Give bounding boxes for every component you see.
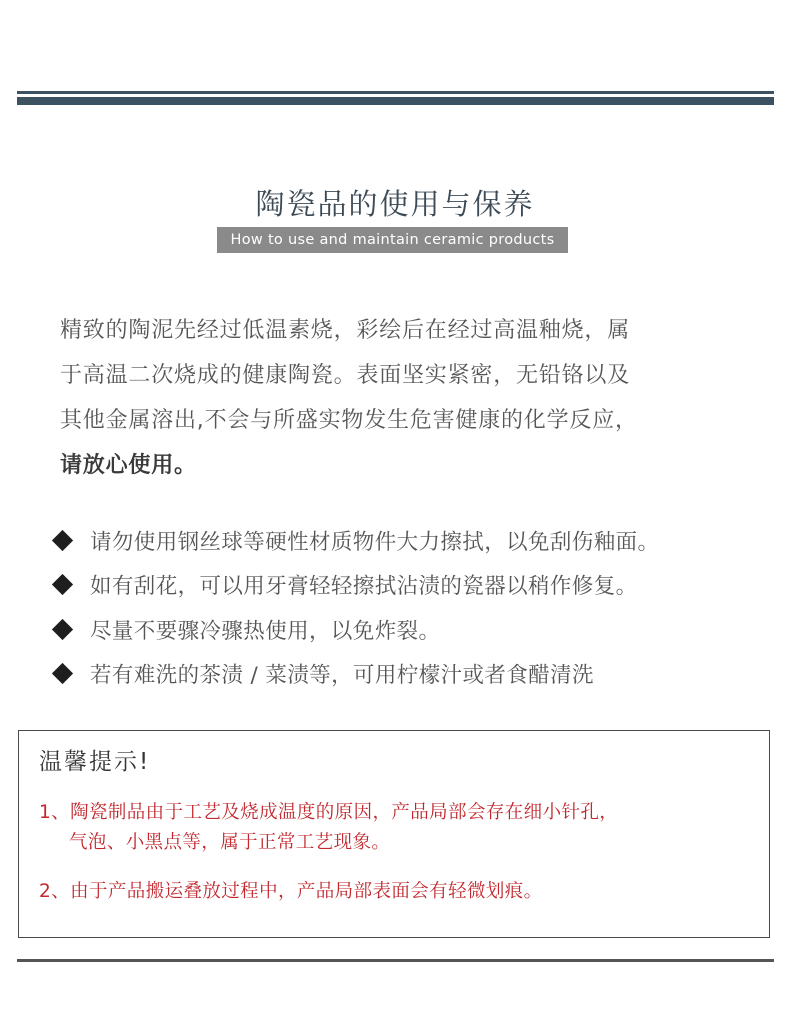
list-item bbox=[50, 607, 770, 652]
diamond-bullet-icon bbox=[52, 530, 73, 551]
notice-item-line: 气泡、小黑点等，属于正常工艺现象。 bbox=[69, 832, 391, 853]
tip-text: 若有难洗的茶渍 / 菜渍等，可用柠檬汁或者食醋清洗 bbox=[90, 663, 594, 689]
notice-item bbox=[39, 798, 749, 858]
diamond-bullet-icon bbox=[52, 619, 73, 640]
list-item bbox=[50, 518, 770, 563]
intro-line: 于高温二次烧成的健康陶瓷。表面坚实紧密，无铅铬以及 bbox=[60, 363, 631, 388]
page-title: 陶瓷品的使用与保养 bbox=[255, 187, 535, 221]
intro-line: 精致的陶泥先经过低温素烧，彩绘后在经过高温釉烧，属 bbox=[60, 318, 631, 343]
intro-line-bold: 请放心使用。 bbox=[60, 453, 197, 478]
tip-text: 如有刮花，可以用牙膏轻轻擦拭沾渍的瓷器以稍作修复。 bbox=[90, 574, 638, 600]
intro-paragraph bbox=[60, 308, 730, 488]
intro-line: 其他金属溶出,不会与所盛实物发生危害健康的化学反应， bbox=[60, 408, 638, 433]
notice-item bbox=[39, 877, 749, 907]
page-subtitle: How to use and maintain ceramic products bbox=[217, 227, 568, 253]
notice-title: 温馨提示! bbox=[39, 749, 151, 775]
top-divider-thin bbox=[17, 91, 774, 94]
notice-item-line: 2、由于产品搬运叠放过程中，产品局部表面会有轻微划痕。 bbox=[39, 881, 543, 902]
diamond-bullet-icon bbox=[52, 663, 73, 684]
diamond-bullet-icon bbox=[52, 574, 73, 595]
list-item bbox=[50, 652, 770, 697]
tip-text: 尽量不要骤冷骤热使用，以免炸裂。 bbox=[90, 618, 441, 644]
top-divider-thick bbox=[17, 97, 774, 105]
notice-item-line: 1、陶瓷制品由于工艺及烧成温度的原因，产品局部会存在细小针孔， bbox=[39, 802, 619, 823]
care-tips-list bbox=[50, 518, 770, 696]
bottom-divider bbox=[17, 959, 774, 962]
list-item bbox=[50, 563, 770, 608]
notice-box bbox=[18, 730, 770, 938]
tip-text: 请勿使用钢丝球等硬性材质物件大力擦拭，以免刮伤釉面。 bbox=[90, 529, 660, 555]
